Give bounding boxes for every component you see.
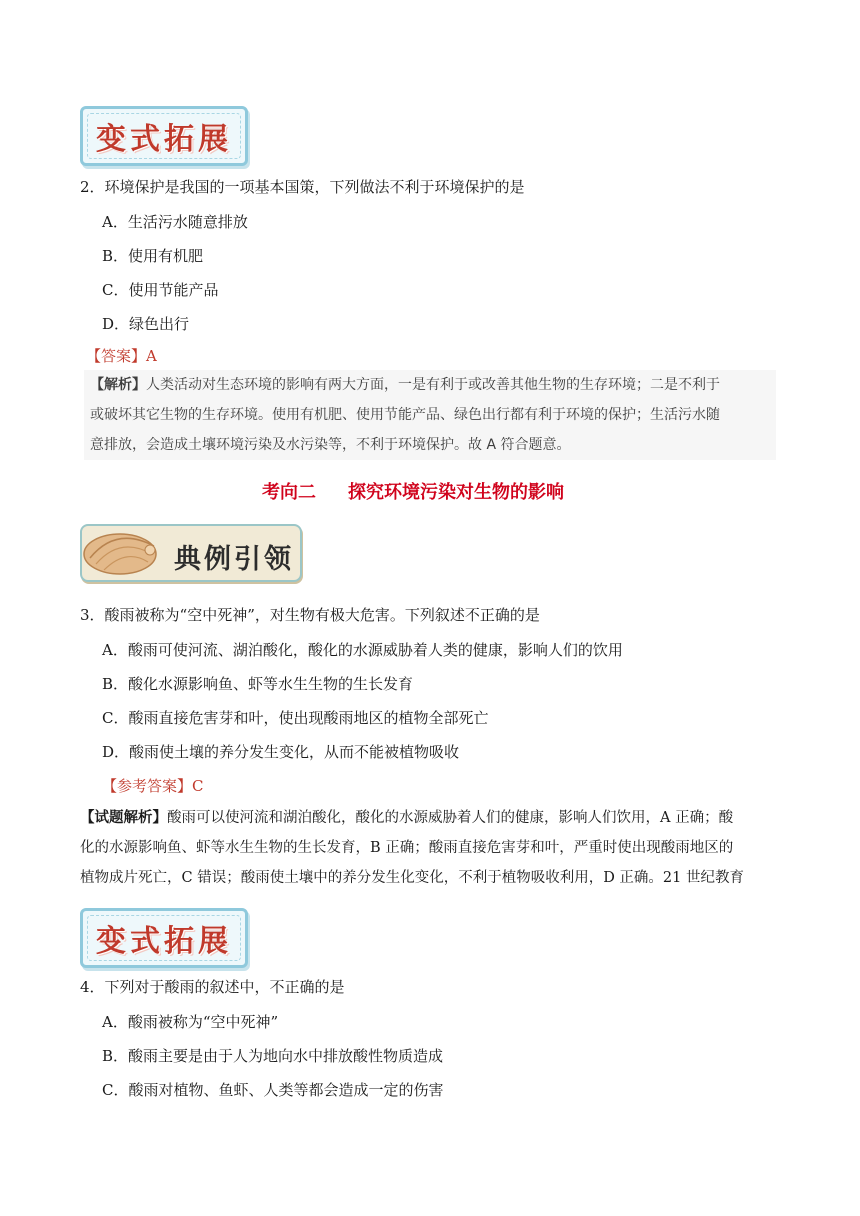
banner-frame — [87, 915, 241, 961]
banner-title: 典例引领 — [174, 544, 294, 575]
analysis-line-1 — [80, 803, 780, 833]
section-heading — [262, 478, 564, 504]
question-3-option-a: A．酸雨可使河流、湖泊酸化，酸化的水源威胁着人类的健康，影响人们的饮用 — [102, 641, 623, 659]
section-label: 考向二 — [262, 482, 316, 503]
analysis-line-2: 或破坏其它生物的生存环境。使用有机肥、使用节能产品、绿色出行都有利于环境的保护；生活污水随 — [90, 407, 720, 423]
question-2-option-a: A．生活污水随意排放 — [102, 213, 248, 231]
analysis-line-1: 人类活动对生态环境的影响有两大方面，一是有利于或改善其他生物的生存环境；二是不利于 — [146, 377, 720, 393]
variant-extension-banner — [80, 106, 248, 166]
question-2-option-d: D．绿色出行 — [102, 315, 190, 333]
question-2-answer: 【答案】A — [86, 347, 157, 365]
analysis-line-3: 植物成片死亡，C 错误；酸雨使土壤中的养分发生化变化，不利于植物吸收利用，D 正确。21 世纪教育 — [80, 870, 744, 886]
analysis-line-3: 意排放，会造成土壤环境污染及水污染等，不利于环境保护。故 A 符合题意。 — [90, 437, 571, 453]
question-3-option-b: B．酸化水源影响鱼、虾等水生生物的生长发育 — [102, 675, 414, 693]
banner-title: 变式拓展 — [96, 122, 232, 157]
question-4-option-a: A．酸雨被称为“空中死神” — [102, 1013, 279, 1031]
typical-example-banner — [80, 524, 302, 582]
question-3-answer: 【参考答案】C — [102, 777, 204, 795]
question-4-option-b: B．酸雨主要是由于人为地向水中排放酸性物质造成 — [102, 1047, 444, 1065]
analysis-line — [90, 370, 770, 400]
banner-title: 变式拓展 — [96, 924, 232, 959]
question-3-stem: 3．酸雨被称为“空中死神”，对生物有极大危害。下列叙述不正确的是 — [80, 606, 540, 624]
question-2-option-b: B．使用有机肥 — [102, 247, 204, 265]
analysis-text: 酸雨可以使河流和湖泊酸化，酸化的水源威胁着人们的健康，影响人们饮用，A 正确；酸 — [167, 810, 734, 826]
question-2-stem: 2．环境保护是我国的一项基本国策，下列做法不利于环境保护的是 — [80, 178, 525, 196]
shell-icon — [76, 520, 162, 582]
question-3-option-c: C．酸雨直接危害芽和叶，使出现酸雨地区的植物全部死亡 — [102, 709, 489, 727]
question-4-stem: 4．下列对于酸雨的叙述中，不正确的是 — [80, 978, 345, 996]
question-3-analysis — [80, 803, 780, 893]
banner-frame — [87, 113, 241, 159]
question-2-analysis — [84, 370, 776, 460]
question-3-option-d: D．酸雨使土壤的养分发生变化，从而不能被植物吸收 — [102, 743, 460, 761]
variant-extension-banner-2 — [80, 908, 248, 968]
question-2-option-c: C．使用节能产品 — [102, 281, 219, 299]
question-4-option-c: C．酸雨对植物、鱼虾、人类等都会造成一定的伤害 — [102, 1081, 444, 1099]
section-title: 探究环境污染对生物的影响 — [348, 482, 564, 503]
analysis-line-2: 化的水源影响鱼、虾等水生生物的生长发育，B 正确；酸雨直接危害芽和叶，严重时使出现酸雨地区的 — [80, 840, 734, 856]
analysis-label: 【解析】 — [90, 377, 146, 393]
analysis-label: 【试题解析】 — [80, 809, 167, 826]
